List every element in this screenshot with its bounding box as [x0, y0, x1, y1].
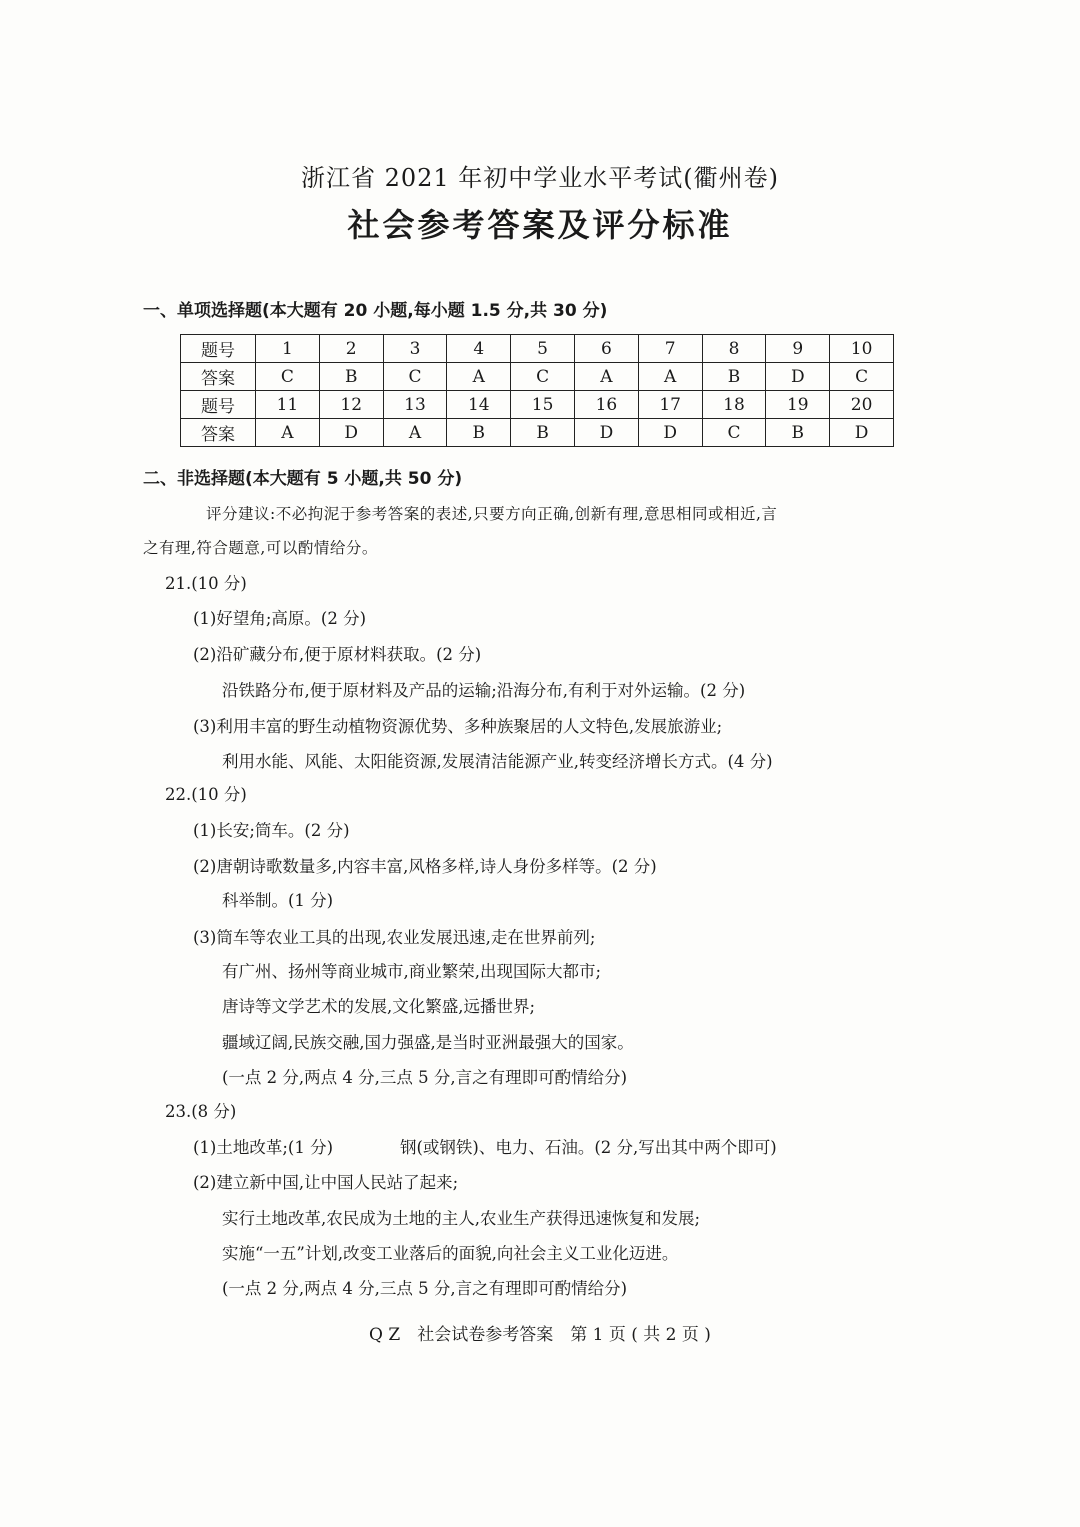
table-cell: D	[574, 419, 638, 447]
q22-answer-2: (2)唐朝诗歌数量多,内容丰富,风格多样,诗人身份多样等。(2 分)	[193, 857, 657, 876]
table-row	[181, 363, 894, 391]
q21-answer-3b: 利用水能、风能、太阳能资源,发展清洁能源产业,转变经济增长方式。(4 分)	[222, 752, 773, 771]
q22-answer-3b: 有广州、扬州等商业城市,商业繁荣,出现国际大都市;	[222, 962, 602, 981]
table-cell: 10	[830, 335, 894, 363]
grading-advice-line2: 之有理,符合题意,可以酌情给分。	[143, 539, 378, 557]
section2-heading: 二、非选择题(本大题有 5 小题,共 50 分)	[143, 469, 463, 489]
table-cell: 3	[383, 335, 447, 363]
grading-advice-line1: 评分建议:不必拘泥于参考答案的表述,只要方向正确,创新有理,意思相同或相近,言	[206, 505, 778, 523]
table-cell: A	[256, 419, 320, 447]
q23-answer-2: (2)建立新中国,让中国人民站了起来;	[193, 1173, 459, 1192]
table-cell: 6	[574, 335, 638, 363]
q21-answer-1: (1)好望角;高原。(2 分)	[193, 609, 367, 628]
table-cell: A	[574, 363, 638, 391]
q22-answer-3e: (一点 2 分,两点 4 分,三点 5 分,言之有理即可酌情给分)	[222, 1068, 628, 1087]
table-cell: B	[319, 363, 383, 391]
table-row	[181, 419, 894, 447]
table-cell: 14	[447, 391, 511, 419]
table-cell: C	[702, 419, 766, 447]
table-cell: 7	[638, 335, 702, 363]
table-cell: 9	[766, 335, 830, 363]
table-cell: 1	[256, 335, 320, 363]
q23-answer-2c: 实施“一五”计划,改变工业落后的面貌,向社会主义工业化迈进。	[222, 1244, 679, 1263]
table-cell: D	[638, 419, 702, 447]
table-cell: 18	[702, 391, 766, 419]
table-cell: B	[766, 419, 830, 447]
table-cell: 13	[383, 391, 447, 419]
table-cell: 8	[702, 335, 766, 363]
table-cell: 11	[256, 391, 320, 419]
table-row	[181, 335, 894, 363]
table-cell: C	[256, 363, 320, 391]
table-cell: A	[447, 363, 511, 391]
table-cell: B	[702, 363, 766, 391]
table-cell: C	[830, 363, 894, 391]
page-footer: Q Z 社会试卷参考答案 第 1 页 ( 共 2 页 )	[369, 1325, 711, 1345]
table-cell: 4	[447, 335, 511, 363]
q23-answer-2b: 实行土地改革,农民成为土地的主人,农业生产获得迅速恢复和发展;	[222, 1209, 701, 1228]
row-label: 答案	[181, 419, 256, 447]
row-label: 题号	[181, 335, 256, 363]
table-cell: B	[447, 419, 511, 447]
table-cell: C	[383, 363, 447, 391]
q21-answer-3: (3)利用丰富的野生动植物资源优势、多种族聚居的人文特色,发展旅游业;	[193, 717, 723, 736]
section1-heading: 一、单项选择题(本大题有 20 小题,每小题 1.5 分,共 30 分)	[143, 301, 608, 321]
q21-answer-2b: 沿铁路分布,便于原材料及产品的运输;沿海分布,有利于对外运输。(2 分)	[222, 681, 746, 700]
table-row	[181, 391, 894, 419]
q23-answer-1b: 钢(或钢铁)、电力、石油。(2 分,写出其中两个即可)	[400, 1138, 777, 1157]
q21-answer-2: (2)沿矿藏分布,便于原材料获取。(2 分)	[193, 645, 482, 664]
q23-answer-2d: (一点 2 分,两点 4 分,三点 5 分,言之有理即可酌情给分)	[222, 1279, 628, 1298]
row-label: 题号	[181, 391, 256, 419]
table-cell: D	[766, 363, 830, 391]
table-cell: 19	[766, 391, 830, 419]
table-cell: 16	[574, 391, 638, 419]
q22-answer-3d: 疆域辽阔,民族交融,国力强盛,是当时亚洲最强大的国家。	[222, 1033, 634, 1052]
table-cell: A	[638, 363, 702, 391]
table-cell: 15	[511, 391, 575, 419]
answer-table	[180, 334, 894, 447]
table-cell: C	[511, 363, 575, 391]
page-subtitle: 社会参考答案及评分标准	[347, 206, 733, 244]
table-cell: 2	[319, 335, 383, 363]
q23-answer-1: (1)土地改革;(1 分)	[193, 1138, 334, 1157]
q22-heading: 22.(10 分)	[165, 785, 247, 804]
row-label: 答案	[181, 363, 256, 391]
table-cell: 12	[319, 391, 383, 419]
table-cell: 17	[638, 391, 702, 419]
page-title: 浙江省 2021 年初中学业水平考试(衢州卷)	[300, 164, 780, 192]
table-cell: 20	[830, 391, 894, 419]
q22-answer-1: (1)长安;筒车。(2 分)	[193, 821, 350, 840]
q21-heading: 21.(10 分)	[165, 574, 247, 593]
q23-heading: 23.(8 分)	[165, 1102, 237, 1121]
table-cell: A	[383, 419, 447, 447]
q22-answer-3c: 唐诗等文学艺术的发展,文化繁盛,远播世界;	[222, 997, 536, 1016]
table-cell: D	[830, 419, 894, 447]
q22-answer-3: (3)筒车等农业工具的出现,农业发展迅速,走在世界前列;	[193, 928, 596, 947]
q22-answer-2b: 科举制。(1 分)	[222, 891, 334, 910]
table-cell: 5	[511, 335, 575, 363]
table-cell: D	[319, 419, 383, 447]
table-cell: B	[511, 419, 575, 447]
